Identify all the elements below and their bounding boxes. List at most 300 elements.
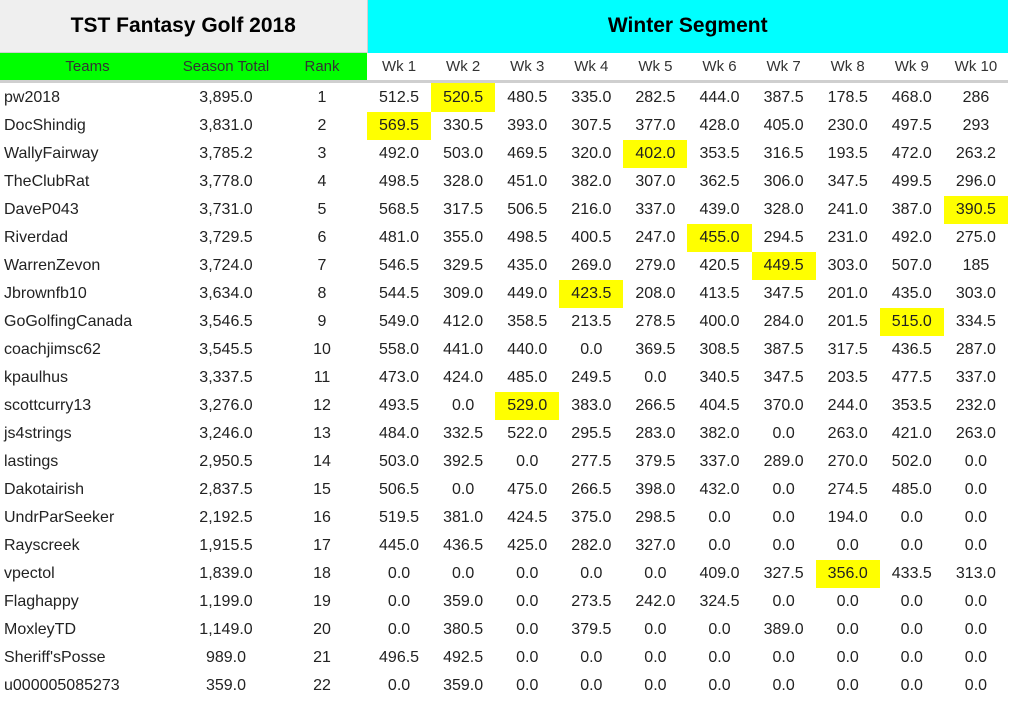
week-5-score-cell[interactable]: 266.5 (635, 397, 676, 414)
rank-cell[interactable]: 10 (313, 341, 331, 358)
rank-cell[interactable]: 12 (313, 397, 331, 414)
week-5-score-cell[interactable]: 0.0 (644, 565, 667, 582)
week-3-score-cell[interactable]: 475.0 (507, 481, 548, 498)
team-name-cell[interactable]: UndrParSeeker (4, 509, 115, 526)
week-6-score-cell[interactable]: 0.0 (708, 537, 731, 554)
week-5-score-cell[interactable]: 279.0 (635, 257, 676, 274)
season-total-cell[interactable]: 989.0 (205, 649, 247, 666)
week-2-score-cell[interactable]: 309.0 (443, 285, 484, 302)
team-name-cell[interactable]: Flaghappy (4, 593, 79, 610)
week-2-score-cell[interactable]: 317.5 (443, 201, 484, 218)
week-6-score-cell[interactable]: 0.0 (708, 649, 731, 666)
week-2-score-cell[interactable]: 0.0 (452, 565, 475, 582)
week-7-score-cell[interactable]: 0.0 (772, 649, 795, 666)
week-3-score-cell[interactable]: 498.5 (507, 229, 548, 246)
rank-cell[interactable]: 22 (313, 677, 331, 694)
week-10-score-cell[interactable]: 303.0 (955, 285, 996, 302)
week-4-score-cell[interactable]: 0.0 (580, 341, 603, 358)
week-6-score-cell[interactable]: 324.5 (699, 593, 740, 610)
week-3-score-cell[interactable]: 0.0 (516, 621, 539, 638)
season-total-cell[interactable]: 3,545.5 (199, 341, 253, 358)
week-7-score-cell[interactable]: 387.5 (763, 88, 804, 106)
week-1-score-cell[interactable]: 568.5 (379, 201, 420, 218)
week-2-score-cell[interactable]: 503.0 (443, 145, 484, 162)
week-10-score-cell[interactable]: 0.0 (964, 481, 988, 498)
season-total-cell[interactable]: 3,831.0 (199, 117, 253, 134)
week-9-score-cell[interactable]: 0.0 (900, 537, 923, 554)
week-9-score-cell[interactable]: 0.0 (900, 621, 923, 638)
rank-cell[interactable]: 18 (313, 565, 331, 582)
week-5-score-cell[interactable]: 298.5 (635, 509, 676, 526)
team-name-cell[interactable]: Jbrownfb10 (4, 285, 87, 302)
week-8-score-cell[interactable]: 270.0 (827, 453, 868, 470)
column-header-wk-5[interactable]: Wk 5 (623, 53, 687, 82)
team-name-cell[interactable]: GoGolfingCanada (4, 313, 133, 330)
week-1-score-cell[interactable]: 0.0 (387, 593, 411, 610)
week-2-score-cell[interactable]: 381.0 (443, 509, 484, 526)
week-1-score-cell[interactable]: 481.0 (379, 229, 420, 246)
team-name-cell[interactable]: Dakotairish (4, 481, 85, 498)
week-3-score-cell[interactable]: 480.5 (507, 88, 548, 106)
week-1-score-cell[interactable]: 492.0 (379, 145, 420, 162)
week-8-score-cell[interactable]: 178.5 (827, 88, 868, 106)
rank-cell[interactable]: 16 (313, 509, 331, 526)
week-9-score-cell[interactable]: 421.0 (891, 425, 932, 442)
rank-cell[interactable]: 7 (317, 257, 327, 274)
season-total-cell[interactable]: 3,785.2 (199, 145, 253, 162)
week-1-score-cell[interactable]: 473.0 (379, 369, 420, 386)
season-total-cell[interactable]: 3,337.5 (199, 369, 253, 386)
sheet-title[interactable]: TST Fantasy Golf 2018 (0, 0, 367, 53)
week-8-score-cell[interactable]: 317.5 (827, 341, 868, 358)
week-9-score-cell[interactable]: 435.0 (891, 285, 932, 302)
week-6-score-cell[interactable]: 444.0 (699, 88, 740, 106)
week-4-score-cell[interactable]: 266.5 (571, 481, 612, 498)
week-4-score-cell[interactable]: 382.0 (571, 173, 612, 190)
rank-cell[interactable]: 19 (313, 593, 331, 610)
week-4-score-cell[interactable]: 295.5 (571, 425, 612, 442)
rank-cell[interactable]: 2 (317, 117, 327, 134)
week-4-score-cell[interactable]: 423.5 (559, 280, 623, 308)
week-6-score-cell[interactable]: 0.0 (708, 509, 731, 526)
week-4-score-cell[interactable]: 0.0 (580, 565, 603, 582)
rank-cell[interactable]: 13 (313, 425, 331, 442)
team-name-cell[interactable]: Sheriff'sPosse (4, 649, 106, 666)
week-6-score-cell[interactable]: 337.0 (699, 453, 740, 470)
week-3-score-cell[interactable]: 435.0 (507, 257, 548, 274)
team-name-cell[interactable]: WarrenZevon (4, 257, 101, 274)
team-name-cell[interactable]: u000005085273 (4, 677, 120, 694)
season-total-cell[interactable]: 3,634.0 (199, 285, 253, 302)
week-3-score-cell[interactable]: 469.5 (507, 145, 548, 162)
rank-cell[interactable]: 3 (317, 145, 327, 162)
week-8-score-cell[interactable]: 0.0 (836, 537, 859, 554)
week-6-score-cell[interactable]: 400.0 (699, 313, 740, 330)
season-total-cell[interactable]: 3,729.5 (199, 229, 253, 246)
week-9-score-cell[interactable]: 433.5 (891, 565, 932, 582)
week-10-score-cell[interactable]: 0.0 (964, 537, 988, 554)
week-5-score-cell[interactable]: 377.0 (635, 117, 676, 134)
week-5-score-cell[interactable]: 0.0 (644, 369, 667, 386)
week-7-score-cell[interactable]: 387.5 (763, 341, 804, 358)
season-total-cell[interactable]: 2,837.5 (199, 481, 253, 498)
week-6-score-cell[interactable]: 362.5 (699, 173, 740, 190)
season-total-cell[interactable]: 3,724.0 (199, 257, 253, 274)
week-1-score-cell[interactable]: 519.5 (379, 509, 420, 526)
week-4-score-cell[interactable]: 379.5 (571, 621, 612, 638)
team-name-cell[interactable]: scottcurry13 (4, 397, 92, 414)
week-3-score-cell[interactable]: 449.0 (507, 285, 548, 302)
week-4-score-cell[interactable]: 277.5 (571, 453, 612, 470)
week-5-score-cell[interactable]: 242.0 (635, 593, 676, 610)
week-2-score-cell[interactable]: 492.5 (443, 649, 484, 666)
week-4-score-cell[interactable]: 307.5 (571, 117, 612, 134)
week-4-score-cell[interactable]: 383.0 (571, 397, 612, 414)
rank-cell[interactable]: 20 (313, 621, 331, 638)
week-8-score-cell[interactable]: 303.0 (827, 257, 868, 274)
week-2-score-cell[interactable]: 392.5 (443, 453, 484, 470)
week-9-score-cell[interactable]: 387.0 (891, 201, 932, 218)
week-9-score-cell[interactable]: 499.5 (891, 173, 932, 190)
week-6-score-cell[interactable]: 0.0 (708, 621, 731, 638)
rank-cell[interactable]: 9 (317, 313, 327, 330)
week-4-score-cell[interactable]: 320.0 (571, 145, 612, 162)
team-name-cell[interactable]: kpaulhus (4, 369, 69, 386)
rank-cell[interactable]: 1 (317, 88, 327, 106)
week-8-score-cell[interactable]: 193.5 (827, 145, 868, 162)
week-3-score-cell[interactable]: 393.0 (507, 117, 548, 134)
week-9-score-cell[interactable]: 502.0 (891, 453, 932, 470)
week-8-score-cell[interactable]: 0.0 (836, 649, 859, 666)
week-2-score-cell[interactable]: 328.0 (443, 173, 484, 190)
week-2-score-cell[interactable]: 332.5 (443, 425, 484, 442)
team-name-cell[interactable]: DaveP043 (4, 201, 79, 218)
week-3-score-cell[interactable]: 0.0 (516, 677, 539, 694)
week-5-score-cell[interactable]: 247.0 (635, 229, 676, 246)
week-3-score-cell[interactable]: 0.0 (516, 593, 539, 610)
team-name-cell[interactable]: lastings (4, 453, 59, 470)
week-1-score-cell[interactable]: 544.5 (379, 285, 420, 302)
season-total-cell[interactable]: 2,950.5 (199, 453, 253, 470)
column-header-wk-8[interactable]: Wk 8 (816, 53, 880, 82)
week-10-score-cell[interactable]: 390.5 (944, 196, 1008, 224)
week-4-score-cell[interactable]: 216.0 (571, 201, 612, 218)
week-9-score-cell[interactable]: 485.0 (891, 481, 932, 498)
team-name-cell[interactable]: js4strings (4, 425, 72, 442)
week-10-score-cell[interactable]: 0.0 (964, 621, 988, 638)
week-2-score-cell[interactable]: 359.0 (443, 677, 484, 694)
week-8-score-cell[interactable]: 0.0 (836, 593, 859, 610)
week-7-score-cell[interactable]: 0.0 (772, 481, 795, 498)
week-3-score-cell[interactable]: 0.0 (516, 453, 539, 470)
team-name-cell[interactable]: Riverdad (4, 229, 69, 246)
season-total-cell[interactable]: 2,192.5 (199, 509, 253, 526)
week-5-score-cell[interactable]: 379.5 (635, 453, 676, 470)
week-2-score-cell[interactable]: 0.0 (452, 397, 475, 414)
week-4-score-cell[interactable]: 335.0 (571, 88, 612, 106)
week-6-score-cell[interactable]: 404.5 (699, 397, 740, 414)
week-10-score-cell[interactable]: 275.0 (955, 229, 996, 246)
team-name-cell[interactable]: DocShindig (4, 117, 86, 134)
week-2-score-cell[interactable]: 412.0 (443, 313, 484, 330)
week-4-score-cell[interactable]: 273.5 (571, 593, 612, 610)
week-4-score-cell[interactable]: 375.0 (571, 509, 612, 526)
week-7-score-cell[interactable]: 405.0 (763, 117, 804, 134)
column-header-wk-10[interactable]: Wk 10 (944, 53, 1008, 82)
week-1-score-cell[interactable]: 493.5 (379, 397, 420, 414)
week-10-score-cell[interactable]: 0.0 (964, 593, 988, 610)
week-1-score-cell[interactable]: 0.0 (387, 565, 411, 582)
week-6-score-cell[interactable]: 382.0 (699, 425, 740, 442)
week-7-score-cell[interactable]: 316.5 (763, 145, 804, 162)
season-total-cell[interactable]: 3,778.0 (199, 173, 253, 190)
week-8-score-cell[interactable]: 231.0 (827, 229, 868, 246)
week-4-score-cell[interactable]: 269.0 (571, 257, 612, 274)
week-10-score-cell[interactable]: 263.0 (955, 425, 996, 442)
week-10-score-cell[interactable]: 293 (962, 117, 990, 134)
season-total-cell[interactable]: 3,895.0 (199, 88, 253, 106)
week-5-score-cell[interactable]: 0.0 (644, 649, 667, 666)
week-2-score-cell[interactable]: 359.0 (443, 593, 484, 610)
season-total-cell[interactable]: 1,199.0 (199, 593, 253, 610)
week-3-score-cell[interactable]: 358.5 (507, 313, 548, 330)
column-header-wk-3[interactable]: Wk 3 (495, 53, 559, 82)
week-7-score-cell[interactable]: 306.0 (763, 173, 804, 190)
week-10-score-cell[interactable]: 0.0 (964, 677, 988, 694)
segment-title[interactable]: Winter Segment (367, 0, 1008, 53)
rank-cell[interactable]: 6 (317, 229, 327, 246)
rank-cell[interactable]: 17 (313, 537, 331, 554)
week-7-score-cell[interactable]: 289.0 (763, 453, 804, 470)
week-3-score-cell[interactable]: 425.0 (507, 537, 548, 554)
week-1-score-cell[interactable]: 484.0 (379, 425, 420, 442)
week-8-score-cell[interactable]: 194.0 (827, 509, 868, 526)
week-4-score-cell[interactable]: 0.0 (580, 677, 603, 694)
week-9-score-cell[interactable]: 468.0 (891, 88, 932, 106)
week-10-score-cell[interactable]: 313.0 (955, 565, 996, 582)
season-total-cell[interactable]: 3,731.0 (199, 201, 253, 218)
column-header-wk-6[interactable]: Wk 6 (687, 53, 751, 82)
week-5-score-cell[interactable]: 369.5 (635, 341, 676, 358)
week-2-score-cell[interactable]: 355.0 (443, 229, 484, 246)
week-2-score-cell[interactable]: 520.5 (431, 82, 495, 113)
week-1-score-cell[interactable]: 569.5 (367, 112, 431, 140)
week-8-score-cell[interactable]: 0.0 (836, 621, 859, 638)
week-2-score-cell[interactable]: 424.0 (443, 369, 484, 386)
week-9-score-cell[interactable]: 477.5 (891, 369, 932, 386)
week-8-score-cell[interactable]: 201.5 (827, 313, 868, 330)
week-9-score-cell[interactable]: 515.0 (880, 308, 944, 336)
team-name-cell[interactable]: coachjimsc62 (4, 341, 101, 358)
column-header-season-total[interactable]: Season Total (175, 53, 277, 82)
week-1-score-cell[interactable]: 498.5 (379, 173, 420, 190)
week-5-score-cell[interactable]: 327.0 (635, 537, 676, 554)
week-3-score-cell[interactable]: 0.0 (516, 649, 539, 666)
week-9-score-cell[interactable]: 0.0 (900, 509, 923, 526)
week-1-score-cell[interactable]: 546.5 (379, 257, 420, 274)
week-10-score-cell[interactable]: 296.0 (955, 173, 996, 190)
rank-cell[interactable]: 8 (317, 285, 327, 302)
week-5-score-cell[interactable]: 337.0 (635, 201, 676, 218)
team-name-cell[interactable]: MoxleyTD (4, 621, 77, 638)
week-10-score-cell[interactable]: 0.0 (964, 509, 988, 526)
week-7-score-cell[interactable]: 0.0 (772, 509, 795, 526)
week-7-score-cell[interactable]: 370.0 (763, 397, 804, 414)
week-7-score-cell[interactable]: 347.5 (763, 285, 804, 302)
week-3-score-cell[interactable]: 485.0 (507, 369, 548, 386)
season-total-cell[interactable]: 359.0 (205, 677, 247, 694)
team-name-cell[interactable]: WallyFairway (4, 145, 99, 162)
week-2-score-cell[interactable]: 441.0 (443, 341, 484, 358)
week-3-score-cell[interactable]: 0.0 (516, 565, 539, 582)
week-10-score-cell[interactable]: 0.0 (964, 649, 988, 666)
season-total-cell[interactable]: 3,276.0 (199, 397, 253, 414)
week-5-score-cell[interactable]: 0.0 (644, 677, 667, 694)
week-9-score-cell[interactable]: 507.0 (891, 257, 932, 274)
week-10-score-cell[interactable]: 286 (962, 88, 990, 106)
week-8-score-cell[interactable]: 244.0 (827, 397, 868, 414)
week-6-score-cell[interactable]: 308.5 (699, 341, 740, 358)
week-7-score-cell[interactable]: 0.0 (772, 425, 795, 442)
season-total-cell[interactable]: 1,915.5 (199, 537, 253, 554)
week-7-score-cell[interactable]: 328.0 (763, 201, 804, 218)
team-name-cell[interactable]: pw2018 (4, 88, 61, 106)
rank-cell[interactable]: 11 (313, 369, 331, 386)
week-10-score-cell[interactable]: 334.5 (955, 313, 996, 330)
season-total-cell[interactable]: 1,839.0 (199, 565, 253, 582)
rank-cell[interactable]: 4 (317, 173, 327, 190)
week-7-score-cell[interactable]: 0.0 (772, 593, 795, 610)
week-8-score-cell[interactable]: 201.0 (827, 285, 868, 302)
week-5-score-cell[interactable]: 208.0 (635, 285, 676, 302)
week-2-score-cell[interactable]: 330.5 (443, 117, 484, 134)
week-6-score-cell[interactable]: 409.0 (699, 565, 740, 582)
week-7-score-cell[interactable]: 347.5 (763, 369, 804, 386)
week-6-score-cell[interactable]: 428.0 (699, 117, 740, 134)
week-7-score-cell[interactable]: 389.0 (763, 621, 804, 638)
team-name-cell[interactable]: Rayscreek (4, 537, 80, 554)
week-1-score-cell[interactable]: 503.0 (379, 453, 420, 470)
week-1-score-cell[interactable]: 506.5 (379, 481, 420, 498)
week-8-score-cell[interactable]: 241.0 (827, 201, 868, 218)
column-header-rank[interactable]: Rank (277, 53, 367, 82)
week-3-score-cell[interactable]: 440.0 (507, 341, 548, 358)
week-8-score-cell[interactable]: 230.0 (827, 117, 868, 134)
week-8-score-cell[interactable]: 347.5 (827, 173, 868, 190)
week-9-score-cell[interactable]: 472.0 (891, 145, 932, 162)
week-6-score-cell[interactable]: 439.0 (699, 201, 740, 218)
week-6-score-cell[interactable]: 432.0 (699, 481, 740, 498)
column-header-wk-1[interactable]: Wk 1 (367, 53, 431, 82)
week-1-score-cell[interactable]: 0.0 (387, 677, 411, 694)
week-8-score-cell[interactable]: 356.0 (816, 560, 880, 588)
week-4-score-cell[interactable]: 400.5 (571, 229, 612, 246)
week-1-score-cell[interactable]: 496.5 (379, 649, 420, 666)
week-10-score-cell[interactable]: 263.2 (955, 145, 996, 162)
week-10-score-cell[interactable]: 232.0 (955, 397, 996, 414)
week-6-score-cell[interactable]: 340.5 (699, 369, 740, 386)
week-5-score-cell[interactable]: 283.0 (635, 425, 676, 442)
week-3-score-cell[interactable]: 506.5 (507, 201, 548, 218)
week-10-score-cell[interactable]: 337.0 (955, 369, 996, 386)
week-5-score-cell[interactable]: 402.0 (623, 140, 687, 168)
week-2-score-cell[interactable]: 0.0 (452, 481, 475, 498)
week-4-score-cell[interactable]: 0.0 (580, 649, 603, 666)
week-8-score-cell[interactable]: 263.0 (827, 425, 868, 442)
week-9-score-cell[interactable]: 0.0 (900, 677, 923, 694)
week-6-score-cell[interactable]: 0.0 (708, 677, 731, 694)
week-9-score-cell[interactable]: 436.5 (891, 341, 932, 358)
week-2-score-cell[interactable]: 436.5 (443, 537, 484, 554)
week-6-score-cell[interactable]: 455.0 (687, 224, 751, 252)
column-header-wk-2[interactable]: Wk 2 (431, 53, 495, 82)
week-7-score-cell[interactable]: 284.0 (763, 313, 804, 330)
week-9-score-cell[interactable]: 0.0 (900, 593, 923, 610)
season-total-cell[interactable]: 3,246.0 (199, 425, 253, 442)
week-5-score-cell[interactable]: 278.5 (635, 313, 676, 330)
rank-cell[interactable]: 15 (313, 481, 331, 498)
week-4-score-cell[interactable]: 282.0 (571, 537, 612, 554)
week-5-score-cell[interactable]: 0.0 (644, 621, 667, 638)
rank-cell[interactable]: 5 (317, 201, 327, 218)
week-10-score-cell[interactable]: 287.0 (955, 341, 996, 358)
rank-cell[interactable]: 14 (313, 453, 331, 470)
team-name-cell[interactable]: TheClubRat (4, 173, 90, 190)
week-3-score-cell[interactable]: 522.0 (507, 425, 548, 442)
week-2-score-cell[interactable]: 380.5 (443, 621, 484, 638)
week-9-score-cell[interactable]: 353.5 (891, 397, 932, 414)
week-8-score-cell[interactable]: 274.5 (827, 481, 868, 498)
week-6-score-cell[interactable]: 353.5 (699, 145, 740, 162)
week-5-score-cell[interactable]: 307.0 (635, 173, 676, 190)
week-1-score-cell[interactable]: 558.0 (379, 341, 420, 358)
week-1-score-cell[interactable]: 0.0 (387, 621, 411, 638)
week-5-score-cell[interactable]: 398.0 (635, 481, 676, 498)
season-total-cell[interactable]: 1,149.0 (199, 621, 253, 638)
rank-cell[interactable]: 21 (313, 649, 331, 666)
week-7-score-cell[interactable]: 327.5 (763, 565, 804, 582)
week-1-score-cell[interactable]: 549.0 (379, 313, 420, 330)
season-total-cell[interactable]: 3,546.5 (199, 313, 253, 330)
week-6-score-cell[interactable]: 413.5 (699, 285, 740, 302)
column-header-teams[interactable]: Teams (0, 53, 175, 82)
week-2-score-cell[interactable]: 329.5 (443, 257, 484, 274)
column-header-wk-9[interactable]: Wk 9 (880, 53, 944, 82)
week-4-score-cell[interactable]: 213.5 (571, 313, 612, 330)
week-3-score-cell[interactable]: 529.0 (495, 392, 559, 420)
column-header-wk-7[interactable]: Wk 7 (752, 53, 816, 82)
week-7-score-cell[interactable]: 0.0 (772, 677, 795, 694)
week-3-score-cell[interactable]: 451.0 (507, 173, 548, 190)
week-3-score-cell[interactable]: 424.5 (507, 509, 548, 526)
week-6-score-cell[interactable]: 420.5 (699, 257, 740, 274)
week-4-score-cell[interactable]: 249.5 (571, 369, 612, 386)
week-9-score-cell[interactable]: 492.0 (891, 229, 932, 246)
week-9-score-cell[interactable]: 497.5 (891, 117, 932, 134)
week-9-score-cell[interactable]: 0.0 (900, 649, 923, 666)
week-7-score-cell[interactable]: 449.5 (752, 252, 816, 280)
week-5-score-cell[interactable]: 282.5 (635, 88, 676, 106)
week-1-score-cell[interactable]: 512.5 (379, 88, 420, 106)
week-7-score-cell[interactable]: 0.0 (772, 537, 795, 554)
column-header-wk-4[interactable]: Wk 4 (559, 53, 623, 82)
week-1-score-cell[interactable]: 445.0 (379, 537, 420, 554)
week-10-score-cell[interactable]: 185 (962, 257, 990, 274)
week-8-score-cell[interactable]: 203.5 (827, 369, 868, 386)
week-7-score-cell[interactable]: 294.5 (763, 229, 804, 246)
team-name-cell[interactable]: vpectol (4, 565, 55, 582)
week-8-score-cell[interactable]: 0.0 (836, 677, 859, 694)
